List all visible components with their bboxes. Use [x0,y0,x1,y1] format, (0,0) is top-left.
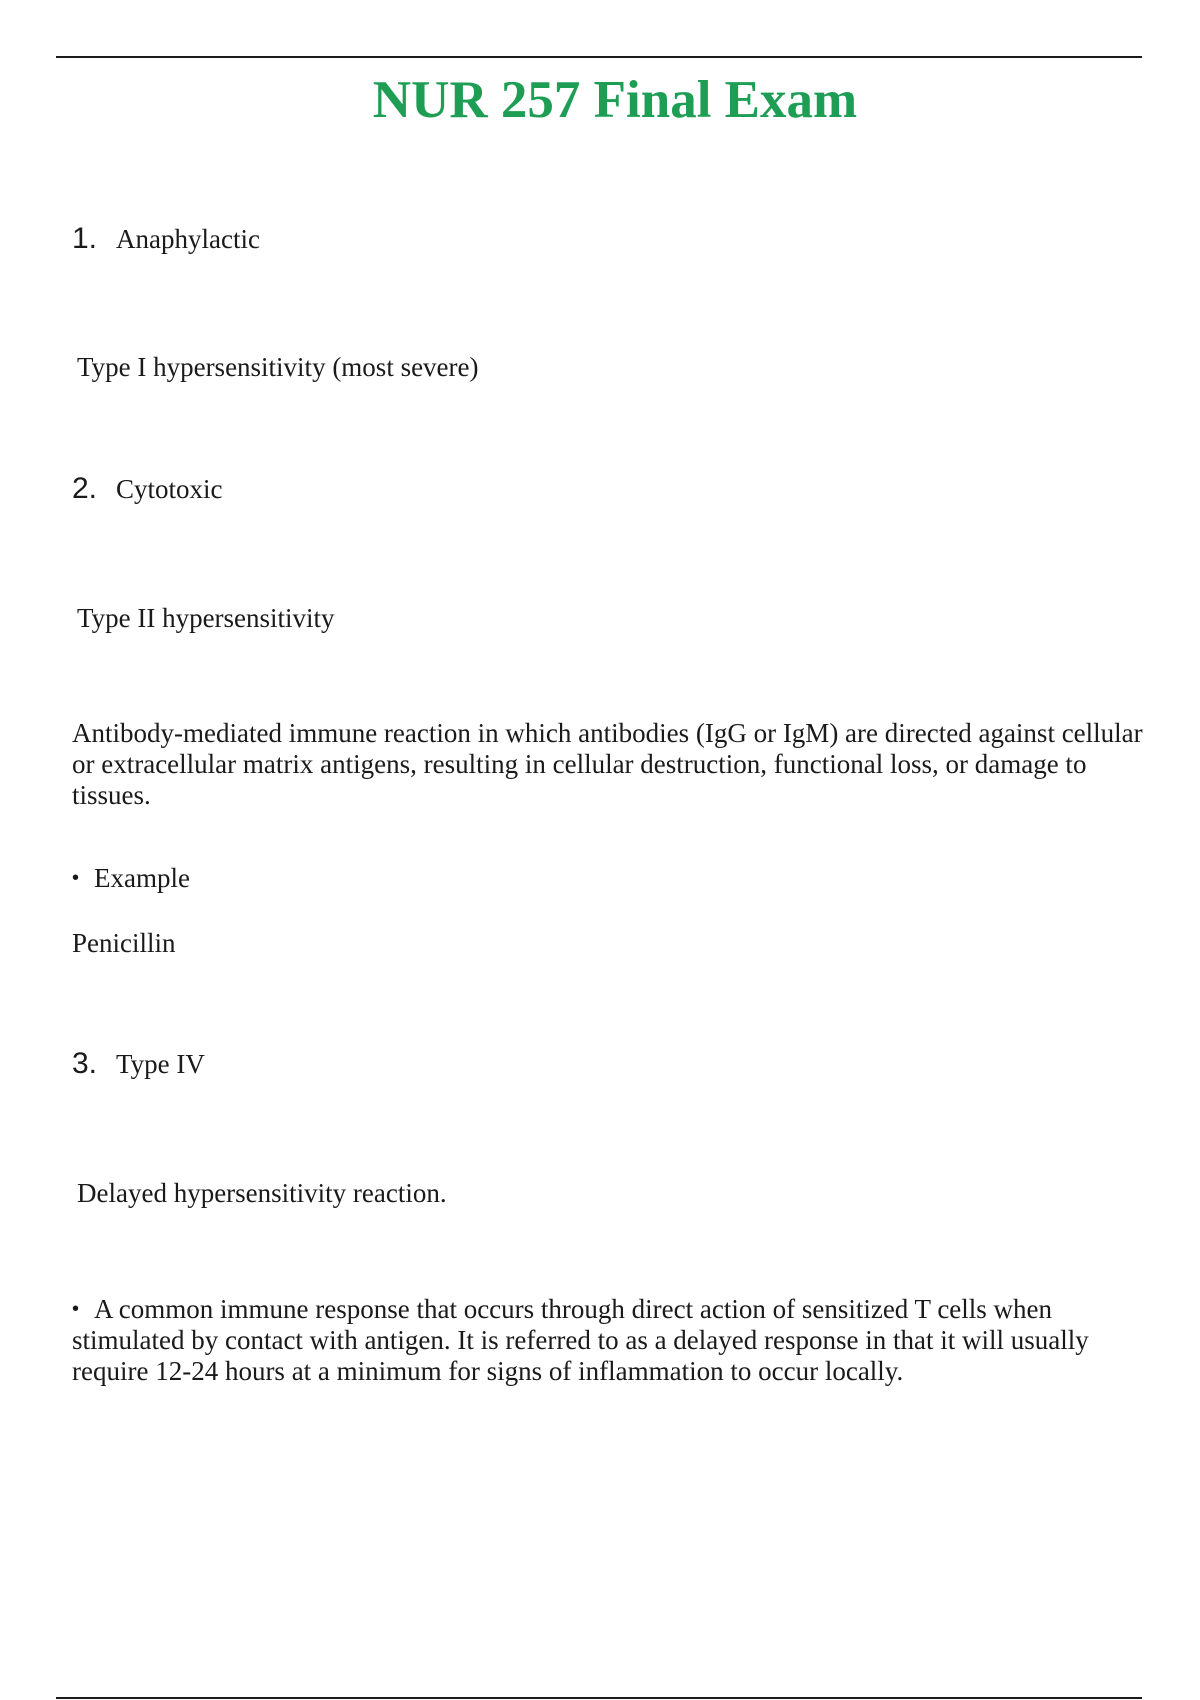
example-2: Penicillin [72,928,176,958]
question-term: Cytotoxic [116,474,223,504]
question-term: Anaphylactic [116,224,260,254]
bullet-example [72,863,190,894]
top-rule [56,56,1142,58]
bullet-paragraph-3 [72,1294,1157,1387]
question-number: 2. [72,472,98,505]
question-1 [72,222,260,256]
question-number: 1. [72,222,98,255]
bullet-icon: • [72,1298,80,1320]
bullet-icon: • [72,867,80,889]
bullet-text: A common immune response that occurs through direct action of sensitized T cells when stimulated by contact with antigen. It is referred to as a delayed response in that it will usually require 12-24 hours at a minimum for signs of inflammation to occur locally. [72,1294,1089,1386]
answer-1: Type I hypersensitivity (most severe) [77,352,479,382]
question-term: Type IV [116,1049,205,1079]
bullet-label: Example [94,863,190,893]
answer-3: Delayed hypersensitivity reaction. [77,1178,447,1208]
bottom-rule [56,1697,1142,1699]
answer-2: Type II hypersensitivity [77,603,335,633]
question-2 [72,472,223,506]
question-number: 3. [72,1047,98,1080]
page-title: NUR 257 Final Exam [372,71,858,129]
question-3 [72,1047,205,1081]
description-2: Antibody-mediated immune reaction in which antibodies (IgG or IgM) are directed against cellular or extracellular matrix antigens, resulting in cellular destruction, functional loss, or damage to tissues. [72,718,1143,810]
